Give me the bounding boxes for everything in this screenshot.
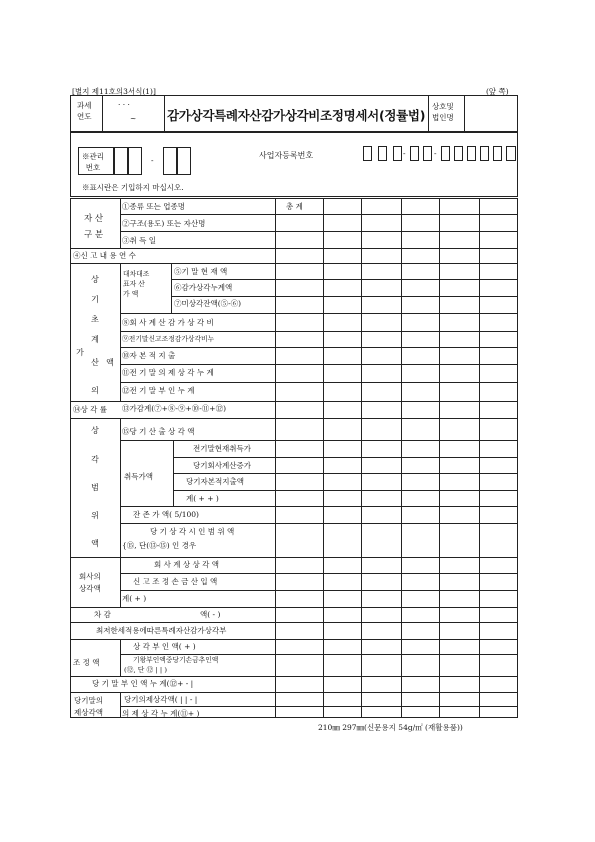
- row-2-label: ②구조(용도) 또는 자산명: [122, 219, 206, 228]
- row-13-label: ⑬가감계(⑦+⑧-⑨+⑩-⑪+⑫): [122, 404, 227, 413]
- bizno-digit-5[interactable]: [423, 146, 432, 161]
- limit-row-2-label: {⑮, 단(⑬-⑮) 인 경우: [122, 541, 197, 550]
- bizno-digit-6[interactable]: [441, 146, 450, 161]
- calc-group-char-8: 의: [91, 386, 99, 395]
- calc-group-char-1: 상: [91, 275, 99, 284]
- difference-value-label: 액( - ): [200, 610, 221, 619]
- acq-row-4-label: 계( + + ): [186, 494, 219, 503]
- company-group-label: 회사의 상각액: [79, 572, 101, 593]
- form-title: 감가상각특례자산감가상각비조정명세서(정률법): [167, 108, 426, 123]
- bizno-digit-11[interactable]: [506, 146, 516, 161]
- range-group-char-5: 액: [91, 539, 99, 548]
- adjust-row-1-label: 상 각 부 인 액( + ): [133, 642, 196, 651]
- special-depreciation-label: 최저한세적용에따른특례자산감가상각부: [96, 626, 227, 635]
- bizno-dash-1: -: [403, 149, 406, 158]
- range-group-char-4: 위: [91, 511, 99, 520]
- row-10-label: ⑩자 본 적 지 출: [122, 351, 176, 360]
- calc-group-char-5: 가: [76, 348, 84, 357]
- acq-row-1-label: 전기말현재취득가: [193, 444, 251, 453]
- row-7-label: ⑦미상각잔액(⑤-⑥): [174, 299, 242, 308]
- calc-group-char-4: 계: [91, 335, 99, 344]
- residual-value-label: 잔 존 가 액( 5/100): [133, 510, 199, 519]
- mgmt-no-digit-4[interactable]: [177, 147, 191, 175]
- acq-row-2-label: 당기회사계산증가: [193, 461, 251, 470]
- tax-year-dots: · · ·: [118, 100, 130, 109]
- range-group-char-3: 범: [91, 483, 99, 492]
- tax-year-tilde: ~: [130, 114, 137, 123]
- company-name-field[interactable]: [465, 96, 517, 131]
- bizno-digit-7[interactable]: [454, 146, 463, 161]
- tax-year-label: 과세 연도: [77, 101, 92, 122]
- bizno-digit-8[interactable]: [467, 146, 476, 161]
- bs-value-label: 대차대조 표자 산 가 액: [123, 270, 150, 298]
- adjust-group-label: 조 정 액: [73, 658, 100, 667]
- range-group-char-1: 상: [91, 426, 99, 435]
- bizno-digit-1[interactable]: [363, 146, 372, 161]
- total-column-header: 총 계: [286, 202, 303, 211]
- bizno-digit-10[interactable]: [493, 146, 502, 161]
- mgmt-no-label: ※관리 번호: [82, 152, 104, 173]
- deemed-row-1-label: 당기의제상각액( | | - |: [124, 695, 198, 704]
- row-9-label: ⑨전기말신고조정감가상각비누: [122, 335, 215, 343]
- row-15-label: ⑮당 기 산 출 상 각 액: [122, 427, 195, 436]
- row-1-label: ①종류 또는 업종명: [122, 202, 185, 211]
- company-row-1-label: 회 사 계 상 상 각 액: [154, 560, 220, 569]
- asset-group-label: 자 산 구 분: [84, 214, 104, 241]
- calc-group-char-6: 산: [91, 358, 99, 367]
- paper-spec: 210㎜ 297㎜(신문용지 54g/㎡ (재활용품)): [318, 723, 463, 732]
- mgmt-no-dash: -: [151, 156, 154, 165]
- row-14-label: ⑭상 각 률: [73, 405, 108, 414]
- row-11-label: ⑪전 기 말 의 제 상 각 누 계: [122, 368, 214, 377]
- cumulative-disallowed-label: 당 기 말 부 인 액 누 계(⑫+ - |: [92, 679, 194, 688]
- company-row-2-label: 신 고 조 정 손 금 산 입 액: [133, 577, 218, 586]
- acq-cost-label: 취득가액: [124, 472, 153, 481]
- bizno-dash-2: -: [434, 149, 437, 158]
- bizno-digit-2[interactable]: [378, 146, 387, 161]
- bizno-digit-4[interactable]: [410, 146, 419, 161]
- difference-label: 차 감: [94, 610, 111, 619]
- bizno-digit-3[interactable]: [393, 146, 402, 161]
- row-12-label: ⑫전 기 말 부 인 누 계: [122, 386, 195, 395]
- deemed-group-label: 당기말의 제상각액: [74, 696, 103, 717]
- row-4-label: ④신 고 내 용 연 수: [73, 251, 136, 260]
- adjust-row-3-label: (⑫, 단 ⑫ | | ): [124, 666, 168, 674]
- limit-row-1-label: 당 기 상 각 시 인 범 위 액: [150, 527, 235, 536]
- company-name-label: 상호및 법인명: [432, 102, 454, 123]
- acq-row-3-label: 당기자본적지출액: [186, 477, 244, 486]
- calc-group-char-3: 초: [91, 315, 99, 324]
- range-group-char-2: 각: [91, 455, 99, 464]
- row-3-label: ③취 득 일: [122, 236, 157, 245]
- bizno-digit-9[interactable]: [480, 146, 489, 161]
- deemed-row-2-label: 의 제 상 각 누 계(⑪+ ): [122, 709, 200, 718]
- calc-group-char-7: 액: [106, 358, 114, 367]
- form-number: [별지 제11호의3서식(1)]: [72, 87, 156, 96]
- mgmt-no-digit-3[interactable]: [163, 147, 177, 175]
- calc-group-char-2: 기: [91, 295, 99, 304]
- adjust-row-2-label: 기왕부인액중당기손금추인액: [133, 656, 219, 664]
- bizno-label: 사업자등록번호: [259, 151, 314, 160]
- mgmt-no-digit-1[interactable]: [114, 147, 128, 175]
- row-5-label: ⑤기 말 현 재 액: [174, 267, 228, 276]
- row-8-label: ⑧회 사 계 산 감 가 상 각 비: [122, 318, 214, 327]
- office-use-note: ※표시란은 기입하지 마십시오.: [82, 183, 184, 192]
- company-row-3-label: 계( + ): [122, 594, 147, 603]
- page-side-label: (앞 쪽): [486, 87, 509, 96]
- mgmt-no-digit-2[interactable]: [128, 147, 142, 175]
- row-6-label: ⑥감가상각누계액: [174, 283, 233, 292]
